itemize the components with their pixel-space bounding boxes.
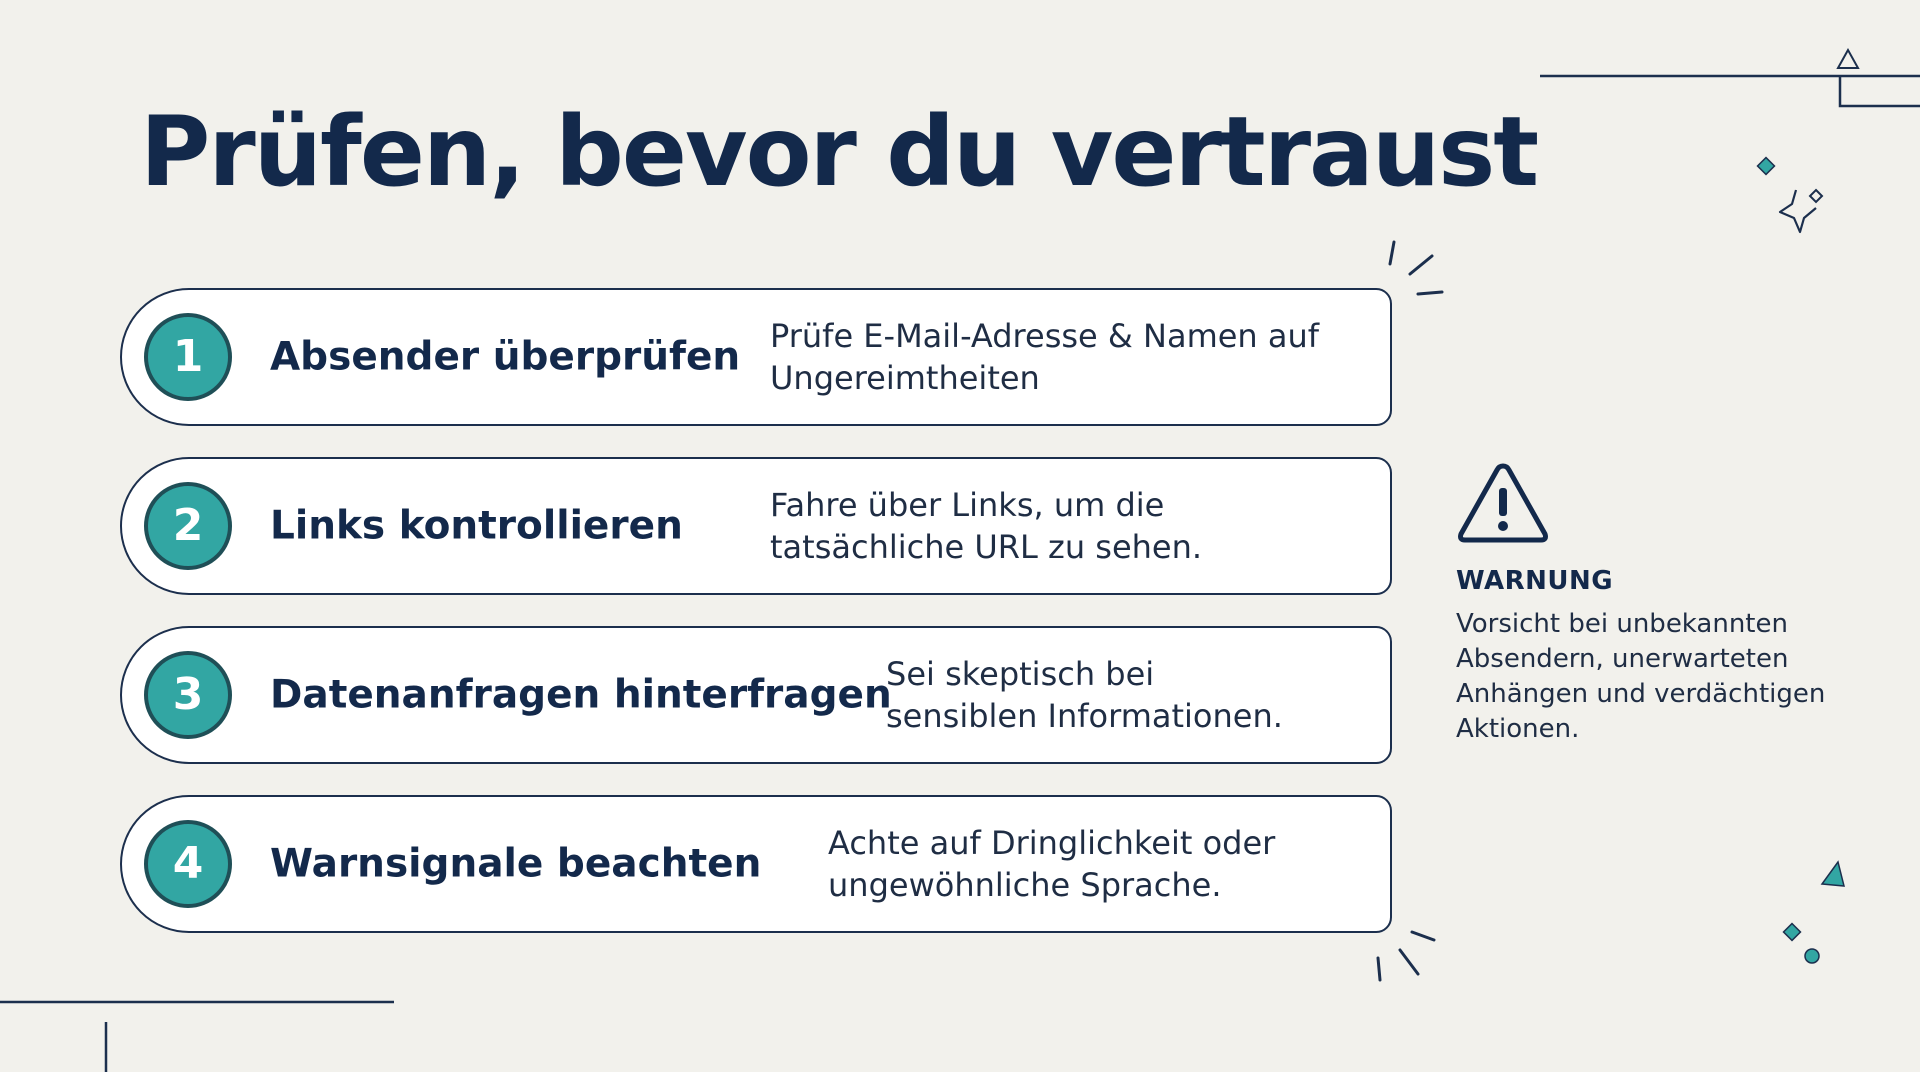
- warning-text: Vorsicht bei unbekannten Absendern, unerwarteten Anhängen und verdächtigen Aktionen.: [1456, 609, 1826, 744]
- decorative-teal-diamond: [1758, 158, 1775, 175]
- page-title: Prüfen, bevor du vertraust: [140, 96, 1538, 208]
- decorative-burst-line: [1410, 256, 1432, 274]
- decorative-teal-triangle: [1822, 862, 1844, 886]
- decorative-burst-line: [1400, 950, 1418, 974]
- step-number-badge: 1: [144, 313, 232, 401]
- decorative-burst-line: [1390, 242, 1394, 264]
- step-title: Absender überprüfen: [270, 334, 741, 380]
- step-description-line: Prüfe E-Mail-Adresse & Namen auf: [770, 317, 1320, 355]
- step-description: [886, 653, 1283, 737]
- decorative-teal-diamond: [1784, 924, 1801, 941]
- decorative-teal-dot: [1805, 949, 1819, 963]
- step-card-1: [120, 288, 1392, 426]
- decorative-burst-line: [1418, 292, 1442, 294]
- steps-list: [120, 288, 1392, 964]
- step-description: [770, 484, 1202, 568]
- step-description: [828, 822, 1275, 906]
- step-description-line: tatsächliche URL zu sehen.: [770, 528, 1203, 566]
- decorative-small-diamond: [1810, 190, 1822, 202]
- step-number-badge: 4: [144, 820, 232, 908]
- step-description-line: Achte auf Dringlichkeit oder: [828, 824, 1276, 862]
- step-card-4: [120, 795, 1392, 933]
- warning-title: WARNUNG: [1456, 566, 1614, 596]
- step-title: Warnsignale beachten: [270, 841, 762, 887]
- decorative-corner-top-right: [1840, 76, 1920, 106]
- step-description-line: ungewöhnliche Sprache.: [828, 866, 1222, 904]
- step-number-badge: 3: [144, 651, 232, 739]
- step-description-line: Fahre über Links, um die: [770, 486, 1165, 524]
- step-description-line: Ungereimtheiten: [770, 359, 1040, 397]
- step-description-line: Sei skeptisch bei: [886, 655, 1155, 693]
- step-card-2: [120, 457, 1392, 595]
- step-title: Links kontrollieren: [270, 503, 683, 549]
- step-description-line: sensiblen Informationen.: [886, 697, 1283, 735]
- decorative-star-icon: [1780, 190, 1816, 232]
- step-card-3: [120, 626, 1392, 764]
- step-title: Datenanfragen hinterfragen: [270, 672, 892, 718]
- warning-triangle-icon: [1455, 460, 1551, 550]
- decorative-burst-line: [1412, 932, 1434, 940]
- step-description: [770, 315, 1319, 399]
- step-number-badge: 2: [144, 482, 232, 570]
- decorative-triangle-outline: [1838, 50, 1858, 68]
